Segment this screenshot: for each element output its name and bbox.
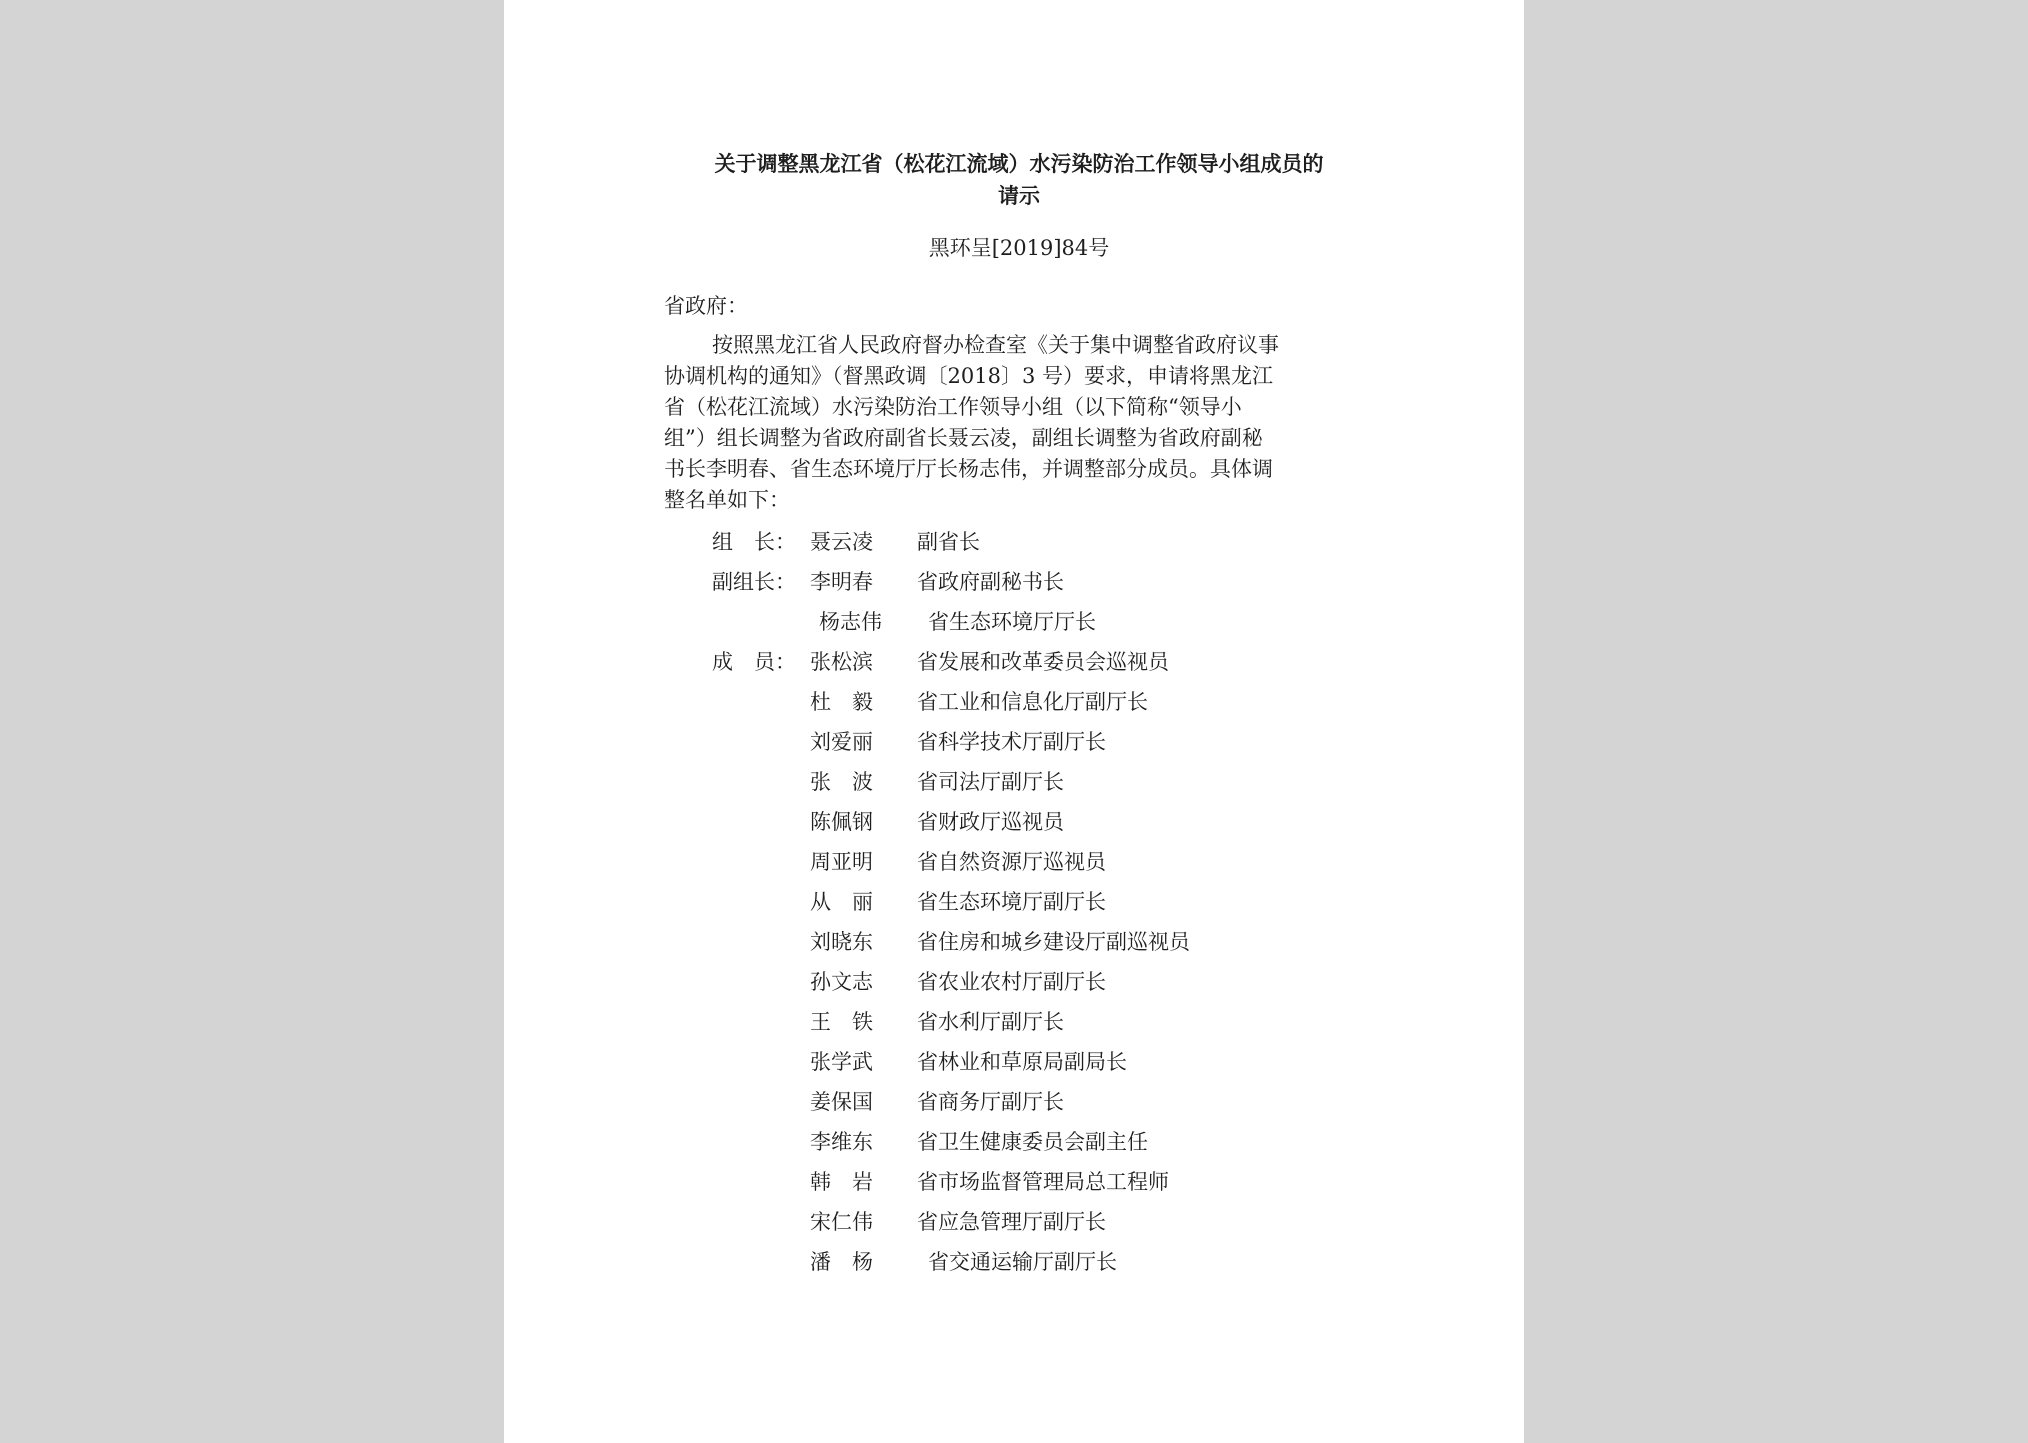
salutation: 省政府：	[664, 294, 748, 318]
roster-row	[504, 564, 1524, 600]
roster-post: 省发展和改革委员会巡视员	[917, 650, 1169, 674]
roster-post: 省应急管理厅副厅长	[917, 1210, 1106, 1234]
roster-name: 刘晓东	[810, 930, 873, 954]
roster-name: 周亚明	[810, 850, 873, 874]
roster-name: 聂云凌	[810, 530, 873, 554]
roster-name: 李维东	[810, 1130, 873, 1154]
roster-row	[504, 884, 1524, 920]
body-line: 整名单如下：	[664, 488, 790, 512]
roster-name: 刘爱丽	[810, 730, 873, 754]
roster-name: 从 丽	[810, 890, 873, 914]
roster-name: 张学武	[810, 1050, 873, 1074]
roster-post: 省工业和信息化厅副厅长	[917, 690, 1148, 714]
roster-row	[504, 1124, 1524, 1160]
roster-row	[504, 844, 1524, 880]
roster-role: 成 员：	[712, 650, 796, 674]
roster-post: 省科学技术厅副厅长	[917, 730, 1106, 754]
body-line: 书长李明春、省生态环境厅厅长杨志伟，并调整部分成员。具体调	[664, 457, 1273, 481]
roster-name: 韩 岩	[810, 1170, 873, 1194]
body-line: 省（松花江流域）水污染防治工作领导小组（以下简称“领导小	[664, 395, 1242, 419]
roster-name: 王 铁	[810, 1010, 873, 1034]
document-title-line-2: 请示	[998, 183, 1040, 208]
roster-post: 省住房和城乡建设厅副巡视员	[917, 930, 1190, 954]
roster-name: 李明春	[810, 570, 873, 594]
roster-post: 省交通运输厅副厅长	[928, 1250, 1117, 1274]
body-line: 组”）组长调整为省政府副省长聂云凌，副组长调整为省政府副秘	[664, 426, 1263, 450]
roster-post: 省农业农村厅副厅长	[917, 970, 1106, 994]
roster-row	[504, 1164, 1524, 1200]
roster-name: 杨志伟	[819, 610, 882, 634]
roster-name: 张 波	[810, 770, 873, 794]
document-number: 黑环呈[2019]84号	[928, 236, 1110, 260]
roster-row	[504, 644, 1524, 680]
body-line: 按照黑龙江省人民政府督办检查室《关于集中调整省政府议事	[712, 333, 1279, 357]
roster-post: 省市场监督管理局总工程师	[917, 1170, 1169, 1194]
roster-row	[504, 804, 1524, 840]
roster-post: 省生态环境厅副厅长	[917, 890, 1106, 914]
roster-row	[504, 924, 1524, 960]
roster-post: 省林业和草原局副局长	[917, 1050, 1127, 1074]
document-page	[504, 0, 1524, 1443]
roster-row	[504, 684, 1524, 720]
roster-name: 张松滨	[810, 650, 873, 674]
roster-post: 省卫生健康委员会副主任	[917, 1130, 1148, 1154]
roster-name: 潘 杨	[810, 1250, 873, 1274]
roster-row	[504, 1204, 1524, 1240]
roster-row	[504, 524, 1524, 560]
roster-row	[504, 964, 1524, 1000]
body-line: 协调机构的通知》（督黑政调〔2018〕3 号）要求，申请将黑龙江	[664, 364, 1273, 388]
roster-post: 省财政厅巡视员	[917, 810, 1064, 834]
member-roster	[504, 0, 1524, 1443]
roster-post: 省水利厅副厅长	[917, 1010, 1064, 1034]
roster-name: 杜 毅	[810, 690, 873, 714]
roster-post: 省自然资源厅巡视员	[917, 850, 1106, 874]
roster-row	[504, 604, 1524, 640]
roster-row	[504, 724, 1524, 760]
roster-name: 孙文志	[810, 970, 873, 994]
roster-row	[504, 1004, 1524, 1040]
roster-name: 姜保国	[810, 1090, 873, 1114]
roster-role: 组 长：	[712, 530, 796, 554]
roster-row	[504, 1044, 1524, 1080]
roster-name: 宋仁伟	[810, 1210, 873, 1234]
roster-row	[504, 1084, 1524, 1120]
roster-role: 副组长：	[712, 570, 796, 594]
roster-post: 副省长	[917, 530, 980, 554]
roster-row	[504, 764, 1524, 800]
roster-post: 省司法厅副厅长	[917, 770, 1064, 794]
roster-post: 省生态环境厅厅长	[928, 610, 1096, 634]
document-title-line-1: 关于调整黑龙江省（松花江流域）水污染防治工作领导小组成员的	[714, 151, 1324, 176]
roster-post: 省商务厅副厅长	[917, 1090, 1064, 1114]
roster-row	[504, 1244, 1524, 1280]
roster-post: 省政府副秘书长	[917, 570, 1064, 594]
roster-name: 陈佩钢	[810, 810, 873, 834]
